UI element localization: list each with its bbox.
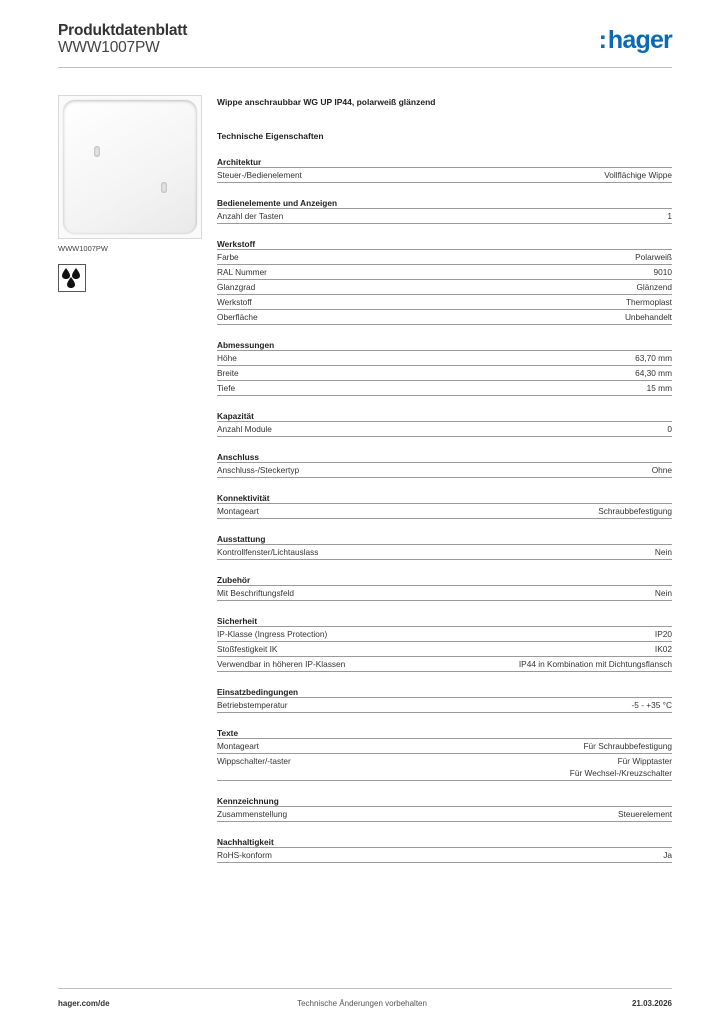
spec-value-line: Steuerelement [618,809,672,819]
spec-row [217,642,672,657]
spec-value [667,210,672,222]
spec-row [217,627,672,642]
spec-section [217,410,672,437]
logo-text: hager [607,26,672,54]
spec-value [652,464,672,476]
spec-section [217,339,672,396]
spec-value [635,352,672,364]
section-title: Einsatzbedingungen [217,686,672,698]
spec-label: Montageart [217,741,259,751]
spec-row [217,209,672,224]
image-caption: WWW1007PW [58,244,109,253]
spec-label: Anzahl der Tasten [217,211,284,221]
spec-row [217,739,672,754]
spec-row [217,366,672,381]
spec-value [655,587,672,599]
spec-label: Steuer-/Bedienelement [217,170,302,180]
footer-divider [58,988,672,989]
spec-section [217,238,672,325]
section-title: Werkstoff [217,238,672,250]
spec-row [217,848,672,863]
spec-section [217,197,672,224]
spec-section [217,451,672,478]
spec-value-line: Nein [654,547,672,557]
plate-clip [94,146,100,157]
spec-row [217,422,672,437]
section-title: Ausstattung [217,533,672,545]
spec-row [217,545,672,560]
spec-value-line: 0 [667,424,672,434]
section-title: Konnektivität [217,492,672,504]
spec-value [655,628,672,640]
spec-value-line: Schraubbefestigung [598,506,672,516]
spec-section [217,574,672,601]
spec-value-line: Ohne [651,465,672,475]
spec-label: RAL Nummer [217,267,267,277]
page-title: Produktdatenblatt [58,22,188,39]
spec-row [217,657,672,672]
spec-row [217,754,672,781]
spec-value-line: IP44 in Kombination mit Dichtungsflansch [518,659,672,669]
footer-website: hager.com/de [58,999,110,1008]
spec-row [217,250,672,265]
spec-value [636,281,672,293]
water-drops-icon [58,264,86,292]
spec-section [217,533,672,560]
spec-label: Tiefe [217,383,236,393]
spec-value-line: 9010 [653,267,672,277]
spec-label: Mit Beschriftungsfeld [217,588,295,598]
spec-value-line: Polarweiß [635,252,672,262]
spec-section [217,836,672,863]
spec-value [667,423,672,435]
section-title: Zubehör [217,574,672,586]
spec-value [604,169,672,181]
section-title: Bedienelemente und Anzeigen [217,197,672,209]
spec-label: Betriebstemperatur [217,700,288,710]
spec-value-line: Ja [663,850,672,860]
spec-label: Kontrollfenster/Lichtauslass [217,547,319,557]
spec-value-line: -5 - +35 °C [631,700,672,710]
spec-value [635,367,672,379]
spec-value-line: IK02 [654,644,672,654]
spec-value-line: Vollflächige Wippe [604,170,672,180]
spec-value-line: Thermoplast [625,297,672,307]
header-divider [58,67,672,68]
spec-value [632,699,672,711]
spec-value [655,546,672,558]
section-title: Kennzeichnung [217,795,672,807]
spec-value [647,382,672,394]
spec-row [217,698,672,713]
spec-value [570,755,672,779]
spec-row [217,295,672,310]
spec-row [217,463,672,478]
tech-properties-heading: Technische Eigenschaften [217,131,324,141]
spec-row [217,351,672,366]
spec-label: Breite [217,368,239,378]
spec-row [217,310,672,325]
product-description: Wippe anschraubbar WG UP IP44, polarweiß glänzend [217,97,436,107]
spec-value [618,808,672,820]
spec-label: Farbe [217,252,239,262]
section-title: Kapazität [217,410,672,422]
spec-value-line: Für Wipptaster [617,756,672,766]
product-code: WWW1007PW [58,39,160,56]
section-title: Nachhaltigkeit [217,836,672,848]
spec-label: Anschluss-/Steckertyp [217,465,300,475]
hager-logo: :hager [598,26,672,54]
spec-value [663,849,672,861]
spec-label: Werkstoff [217,297,252,307]
spec-label: Oberfläche [217,312,258,322]
spec-row [217,168,672,183]
product-image [58,95,202,239]
spec-value [583,740,672,752]
footer-notice: Technische Änderungen vorbehalten [297,999,427,1008]
spec-row [217,381,672,396]
spec-value-line: IP20 [654,629,672,639]
spec-label: Montageart [217,506,259,516]
section-title: Abmessungen [217,339,672,351]
spec-row [217,807,672,822]
spec-value-line: 63,70 mm [635,353,672,363]
spec-value [635,251,672,263]
spec-value-line: 15 mm [646,383,672,393]
spec-row [217,265,672,280]
spec-row [217,504,672,519]
section-title: Sicherheit [217,615,672,627]
spec-row [217,586,672,601]
spec-value [655,643,672,655]
section-title: Architektur [217,156,672,168]
spec-section [217,156,672,183]
spec-section [217,615,672,672]
spec-sections [217,156,672,863]
spec-section [217,727,672,781]
section-title: Anschluss [217,451,672,463]
spec-content [217,96,672,863]
spec-label: IP-Klasse (Ingress Protection) [217,629,328,639]
spec-label: Glanzgrad [217,282,256,292]
spec-section [217,686,672,713]
spec-value [625,311,672,323]
spec-label: Anzahl Module [217,424,272,434]
footer-date: 21.03.2026 [631,999,672,1008]
spec-section [217,795,672,822]
spec-value-line: Unbehandelt [624,312,672,322]
spec-value [654,266,672,278]
spec-value-line: Für Schraubbefestigung [583,741,672,751]
spec-value-line: Glänzend [636,282,672,292]
spec-label: Wippschalter/-taster [217,756,291,766]
spec-value-line: 1 [667,211,672,221]
switch-plate [63,100,197,234]
spec-value [626,296,672,308]
spec-row [217,280,672,295]
plate-clip [161,182,167,193]
spec-value-line: 64,30 mm [635,368,672,378]
spec-value-line: Nein [654,588,672,598]
section-title: Texte [217,727,672,739]
spec-label: Höhe [217,353,237,363]
spec-section [217,492,672,519]
spec-value [598,505,672,517]
spec-label: RoHS-konform [217,850,272,860]
spec-value [519,658,672,670]
spec-label: Zusammenstellung [217,809,288,819]
spec-label: Verwendbar in höheren IP-Klassen [217,659,346,669]
spec-label: Stoßfestigkeit IK [217,644,278,654]
spec-value-line: Für Wechsel-/Kreuzschalter [569,768,672,778]
